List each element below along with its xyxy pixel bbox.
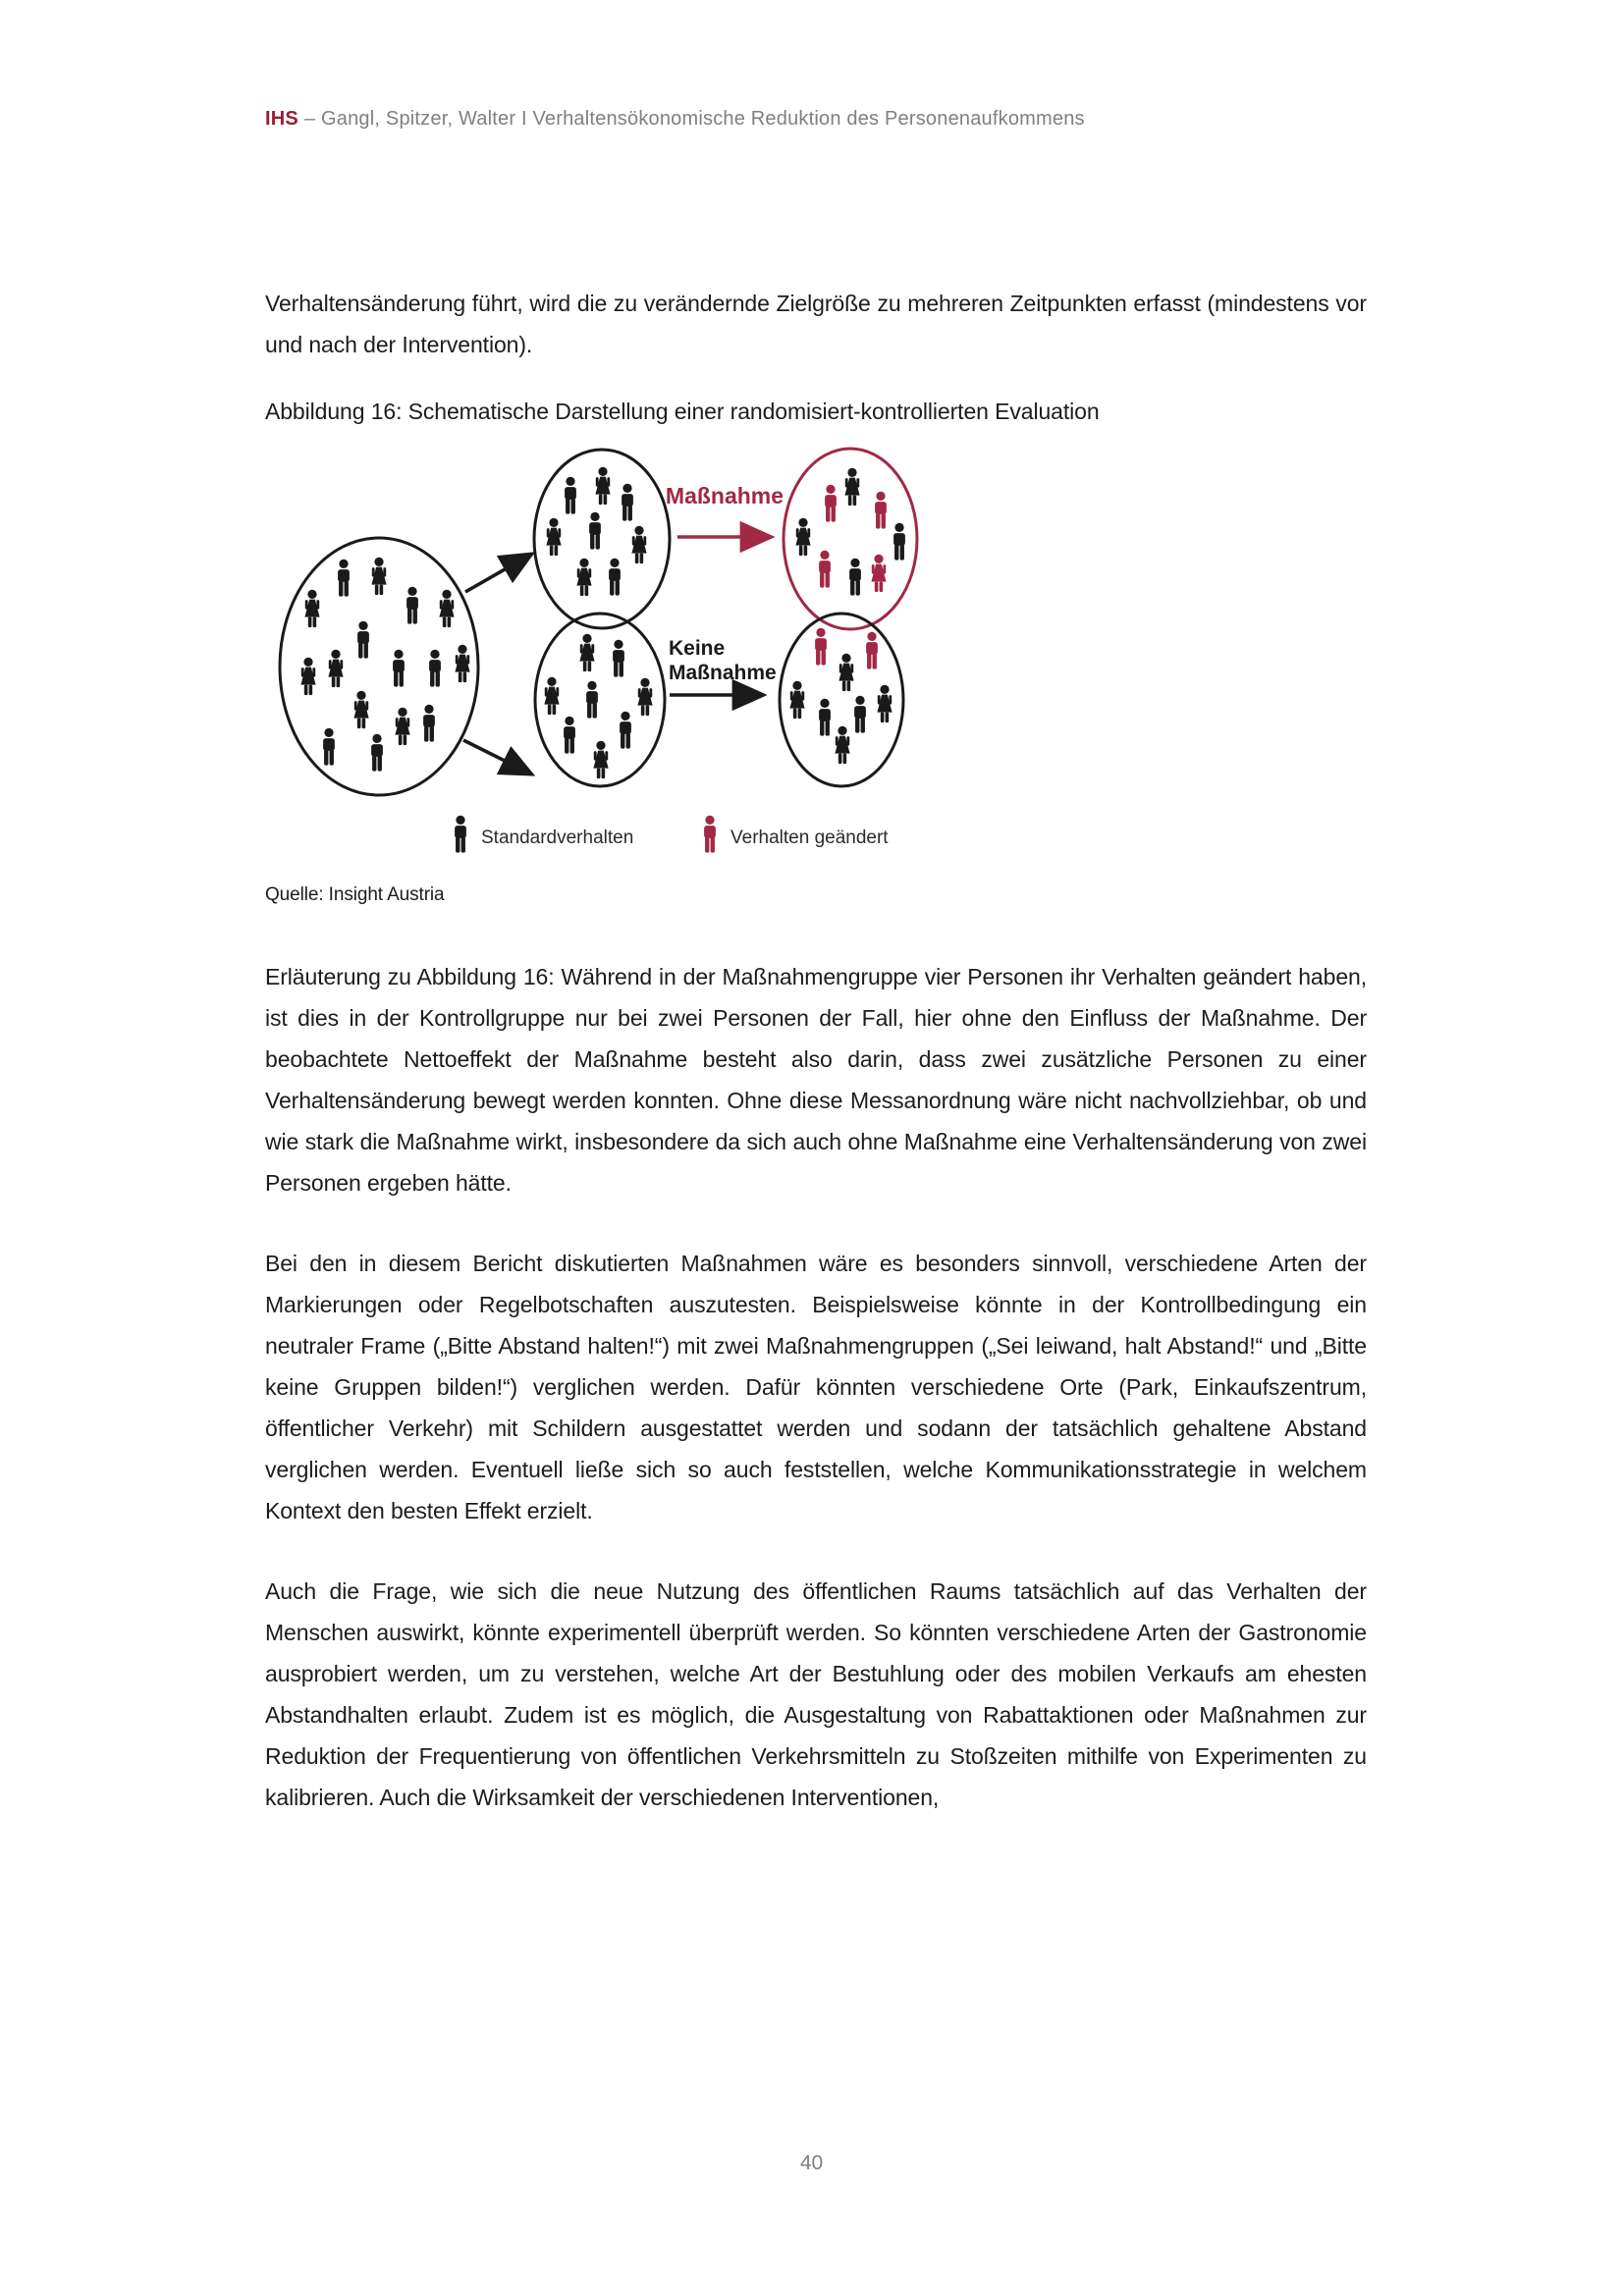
person-standard-icon — [877, 685, 892, 722]
person-standard-icon — [613, 640, 624, 677]
person-standard-icon — [565, 477, 576, 514]
header-brand: IHS — [265, 108, 298, 130]
person-standard-icon — [631, 526, 646, 563]
person-standard-icon — [323, 728, 335, 766]
person-standard-icon — [595, 467, 610, 505]
person-standard-icon — [622, 484, 633, 521]
figure-label-1: Keine — [669, 637, 726, 660]
person-standard-icon — [579, 634, 594, 671]
page-number: 40 — [799, 2152, 824, 2174]
person-standard-icon — [593, 741, 608, 778]
figure-abbildung-16 — [265, 438, 1367, 870]
legend-label-0: Standardverhalten — [481, 828, 634, 848]
person-standard-icon — [789, 681, 804, 719]
person-standard-icon — [304, 590, 319, 627]
person-standard-icon — [393, 650, 405, 687]
person-standard-icon — [423, 705, 435, 742]
person-standard-icon — [439, 590, 454, 627]
figure-source: Quelle: Insight Austria — [265, 884, 445, 905]
person-standard-icon — [406, 587, 418, 624]
person-standard-icon — [357, 621, 369, 659]
person-standard-icon — [564, 717, 575, 754]
person-standard-icon — [395, 708, 409, 745]
header-title: – Gangl, Spitzer, Walter I Verhaltensökonomische Reduktion des Personenaufkommens — [303, 108, 1085, 130]
person-standard-icon — [609, 559, 621, 596]
page-footer — [0, 2152, 1623, 2175]
person-standard-icon — [429, 650, 441, 687]
figure-label-0: Maßnahme — [665, 483, 784, 508]
person-standard-icon — [576, 559, 591, 596]
person-standard-icon — [338, 560, 350, 597]
figure-caption: Abbildung 16: Schematische Darstellung einer randomisiert-kontrollierten Evaluation — [265, 399, 1100, 424]
paragraph-intro: Verhaltensänderung führt, wird die zu verändernde Zielgröße zu mehreren Zeitpunkten erfasst (mindestens vor und nach der Intervention). — [265, 291, 1367, 357]
figure-label-2: Maßnahme — [669, 662, 777, 684]
person-changed-icon — [866, 632, 878, 669]
legend-label-1: Verhalten geändert — [730, 828, 889, 848]
person-standard-icon — [371, 734, 383, 772]
person-standard-icon — [328, 650, 343, 687]
person-changed-icon — [704, 816, 716, 853]
person-standard-icon — [854, 696, 866, 733]
person-standard-icon — [637, 678, 652, 716]
person-standard-icon — [620, 712, 631, 749]
person-changed-icon — [825, 485, 837, 522]
person-standard-icon — [819, 699, 831, 736]
person-standard-icon — [849, 559, 861, 596]
flow-arrow-0 — [465, 554, 532, 592]
paragraph-erlaeuterung: Erläuterung zu Abbildung 16: Während in der Maßnahmengruppe vier Personen ihr Verhalten geändert haben, ist dies in der Kontrollgruppe nur bei zwei Personen der Fall, hier ohne den Einfluss der Maßnahme. Der beobachtete Nettoeffekt der Maßnahme besteht also darin, dass zwei zusätzliche Personen zu einer Verhaltensänderung bewegt werden konnten. Ohne diese Messanordnung wäre nicht nachvollziehbar, ob und wie stark die Maßnahme wirkt, insbesondere da sich auch ohne Maßnahme eine Verhaltensänderung von zwei Personen ergeben hätte. — [265, 964, 1367, 1196]
person-standard-icon — [455, 816, 466, 853]
person-standard-icon — [839, 654, 853, 691]
person-changed-icon — [819, 551, 831, 588]
person-standard-icon — [455, 645, 469, 682]
person-standard-icon — [844, 468, 859, 506]
person-standard-icon — [544, 677, 559, 715]
person-changed-icon — [871, 555, 886, 592]
person-standard-icon — [795, 518, 810, 556]
person-standard-icon — [371, 558, 386, 595]
person-changed-icon — [815, 628, 827, 666]
rct-diagram — [265, 438, 952, 870]
paragraph-experimente: Auch die Frage, wie sich die neue Nutzung des öffentlichen Raums tatsächlich auf das Verhalten der Menschen auswirkt, könnte experimentell überprüft werden. So könnten verschiedene Arten der Gastronomie ausprobiert werden, um zu verstehen, welche Art der Bestuhlung oder des mobilen Verkaufs am ehesten Abstandhalten erlaubt. Zudem ist es möglich, die Ausgestaltung von Rabattaktionen oder Maßnahmen zur Reduktion der Frequentierung von öffentlichen Verkehrsmitteln zu Stoßzeiten mithilfe von Experimenten zu kalibrieren. Auch die Wirksamkeit der verschiedenen Interventionen, — [265, 1578, 1367, 1810]
person-standard-icon — [300, 658, 315, 695]
person-standard-icon — [835, 726, 849, 764]
person-standard-icon — [589, 512, 601, 550]
person-standard-icon — [893, 523, 905, 561]
person-standard-icon — [546, 518, 561, 556]
page-body — [265, 283, 1367, 1843]
person-standard-icon — [586, 681, 598, 719]
person-standard-icon — [353, 691, 368, 728]
paragraph-massnahmen: Bei den in diesem Bericht diskutierten Maßnahmen wäre es besonders sinnvoll, verschiedene Arten der Markierungen oder Regelbotschaften auszutesten. Beispielsweise könnte in der Kontrollbedingung ein neutraler Frame („Bitte Abstand halten!“) mit zwei Maßnahmengruppen („Sei leiwand, halt Abstand!“ und „Bitte keine Gruppen bilden!“) verglichen werden. Dafür könnten verschiedene Orte (Park, Einkaufszentrum, öffentlicher Verkehr) mit Schildern ausgestattet werden und sodann der tatsächlich gehaltene Abstand verglichen werden. Eventuell ließe sich so auch feststellen, welche Kommunikationsstrategie in welchem Kontext den besten Effekt erzielt. — [265, 1251, 1367, 1523]
running-header — [265, 106, 1367, 132]
person-changed-icon — [875, 492, 887, 529]
flow-arrow-1 — [463, 740, 532, 774]
